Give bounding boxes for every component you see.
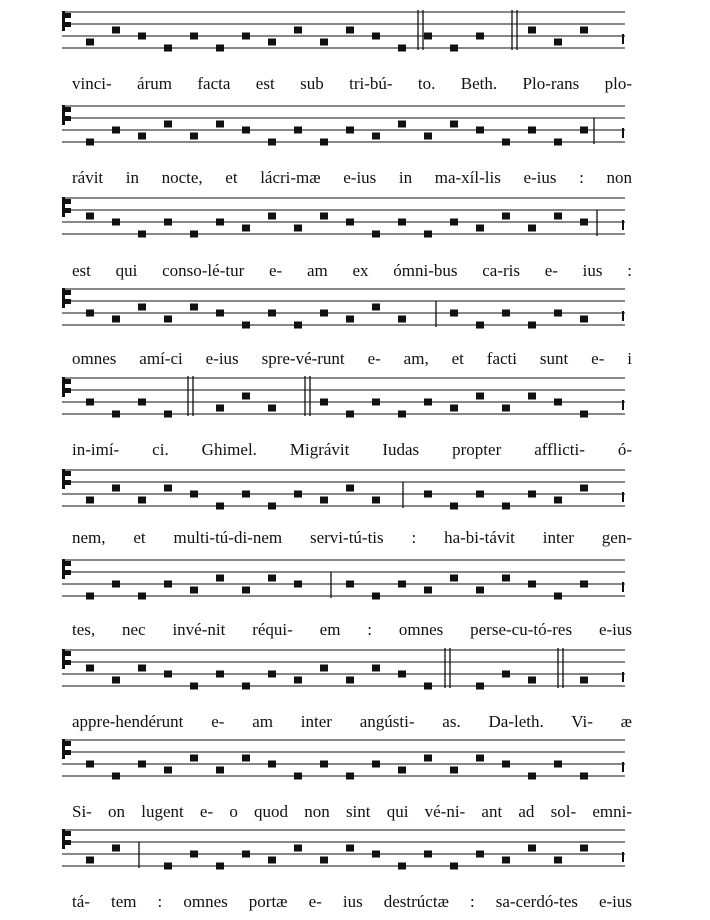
staff-4-note-9 [294,322,302,329]
staff-4-note-13 [398,316,406,323]
staff-4-c-clef-upper [65,290,71,295]
staff-3-note-10 [320,213,328,220]
staff-1-c-clef-lower [65,22,71,27]
staff-6-note-5 [190,491,198,498]
staff-4-note-1 [86,310,94,317]
staff-4-note-8 [268,310,276,317]
staff-9-note-13 [398,767,406,774]
staff-1-note-14 [424,33,432,40]
staff-5-note-3 [138,399,146,406]
staff-4-custos [622,311,624,321]
staff-5-note-14 [424,399,432,406]
staff-7-note-5 [190,587,198,594]
staff-6-c-clef-lower [65,480,71,485]
staff-3-note-16 [476,225,484,232]
staff-7-note-14 [424,587,432,594]
staff-7-note-1 [86,593,94,600]
staff-1-note-7 [242,33,250,40]
staff-8-note-14 [424,683,432,690]
staff-1-note-16 [476,33,484,40]
staff-3-note-3 [138,231,146,238]
staff-10-note-2 [112,845,120,852]
staff-3-note-6 [216,219,224,226]
staff-1-note-11 [346,27,354,34]
staff-2-note-8 [268,139,276,146]
staff-7-note-6 [216,575,224,582]
staff-6-note-3 [138,497,146,504]
staff-1-custos [622,34,624,44]
staff-7-note-3 [138,593,146,600]
staff-7-note-19 [554,593,562,600]
staff-3-custos [622,220,624,230]
staff-6-note-7 [242,491,250,498]
staff-10-note-13 [398,863,406,870]
staff-8-note-17 [502,671,510,678]
staff-9-note-9 [294,773,302,780]
staff-9-c-clef-lower [65,750,71,755]
staff-6-c-clef-upper [65,471,71,476]
staff-5-note-12 [372,399,380,406]
staff-8-note-8 [268,671,276,678]
staff-6-note-12 [372,497,380,504]
staff-10-note-20 [580,845,588,852]
staff-6-note-4 [164,485,172,492]
staff-5-note-18 [528,393,536,400]
staff-5-note-1 [86,399,94,406]
staff-9-note-16 [476,755,484,762]
staff-1-note-2 [112,27,120,34]
staff-9-note-19 [554,761,562,768]
staff-8-note-4 [164,671,172,678]
staff-2-note-17 [502,139,510,146]
staff-3-note-14 [424,231,432,238]
staff-9-note-14 [424,755,432,762]
staff-6-c-clef [62,469,65,489]
staff-7-note-9 [294,581,302,588]
staff-8-c-clef-upper [65,651,71,656]
lyric-line-9: Si- on lugent e- o quod non sint qui vé-ni- ant ad sol- emni- [72,802,632,821]
staff-4-note-10 [320,310,328,317]
staff-9-note-15 [450,767,458,774]
staff-4-note-12 [372,304,380,311]
staff-2-note-19 [554,139,562,146]
staff-4-note-11 [346,316,354,323]
staff-3-note-19 [554,213,562,220]
staff-10-note-15 [450,863,458,870]
staff-3-note-15 [450,219,458,226]
staff-1-c-clef [62,11,65,31]
staff-1-note-10 [320,39,328,46]
staff-2-note-18 [528,127,536,134]
staff-9-note-7 [242,755,250,762]
staff-7-c-clef-upper [65,561,71,566]
staff-1-note-15 [450,45,458,52]
lyric-line-5: in-imí- ci. Ghimel. Migrávit Iudas propter afflicti- ó- [72,440,632,459]
staff-6-note-6 [216,503,224,510]
staff-4-note-7 [242,322,250,329]
staff-4-note-15 [450,310,458,317]
staff-10-note-16 [476,851,484,858]
staff-2-c-clef-upper [65,107,71,112]
staff-9-note-5 [190,755,198,762]
staff-9-note-2 [112,773,120,780]
staff-6-note-18 [528,491,536,498]
staff-1-note-1 [86,39,94,46]
staff-2-note-5 [190,133,198,140]
staff-10-note-5 [190,851,198,858]
lyric-line-3: est qui conso-lé-tur e- am ex ómni-bus ca-ris e- ius : [72,261,632,280]
staff-2-note-9 [294,127,302,134]
staff-4-note-3 [138,304,146,311]
staff-8-note-12 [372,665,380,672]
staff-5-note-2 [112,411,120,418]
staff-2-note-15 [450,121,458,128]
staff-10-c-clef-lower [65,840,71,845]
staff-10-c-clef [62,829,65,849]
staff-4-note-19 [554,310,562,317]
staff-5-note-11 [346,411,354,418]
staff-3-note-9 [294,225,302,232]
staff-6-note-1 [86,497,94,504]
staff-3-note-1 [86,213,94,220]
staff-7-note-16 [476,587,484,594]
staff-3-note-13 [398,219,406,226]
staff-7-note-12 [372,593,380,600]
staff-7-note-20 [580,581,588,588]
staff-2-note-7 [242,127,250,134]
staff-6-custos [622,492,624,502]
staff-6-note-9 [294,491,302,498]
staff-9-note-1 [86,761,94,768]
lyric-line-6: nem, et multi-tú-di-nem servi-tú-tis : ha-bi-távit inter gen- [72,528,632,547]
staff-7-note-15 [450,575,458,582]
staff-9-note-12 [372,761,380,768]
staff-5-note-19 [554,399,562,406]
staff-4-note-17 [502,310,510,317]
staff-3-note-18 [528,225,536,232]
staff-3-c-clef-upper [65,199,71,204]
staff-10-note-9 [294,845,302,852]
staff-5-note-7 [242,393,250,400]
staff-6-note-11 [346,485,354,492]
staff-4-note-20 [580,316,588,323]
staff-9-note-3 [138,761,146,768]
staff-8-note-1 [86,665,94,672]
staff-8-c-clef-lower [65,660,71,665]
staff-9-note-10 [320,761,328,768]
staff-6-note-15 [450,503,458,510]
staff-7-note-18 [528,581,536,588]
staff-10-note-11 [346,845,354,852]
staff-7-note-2 [112,581,120,588]
staff-9-note-4 [164,767,172,774]
staff-5-note-13 [398,411,406,418]
staff-2-note-14 [424,133,432,140]
staff-7-note-13 [398,581,406,588]
staff-8-note-11 [346,677,354,684]
staff-10-c-clef-upper [65,831,71,836]
staff-7-note-4 [164,581,172,588]
lyric-line-2: rávit in nocte, et lácri-mæ e-ius in ma-xíl-lis e-ius : non [72,168,632,187]
staff-10-note-17 [502,857,510,864]
staff-8-note-18 [528,677,536,684]
staff-3-note-4 [164,219,172,226]
staff-5-note-15 [450,405,458,412]
staff-7-note-8 [268,575,276,582]
staff-10-note-7 [242,851,250,858]
staff-3-note-11 [346,219,354,226]
staff-1-note-5 [190,33,198,40]
staff-2-note-20 [580,127,588,134]
staff-5-c-clef-upper [65,379,71,384]
staff-9-note-6 [216,767,224,774]
staff-3-note-8 [268,213,276,220]
staff-4-note-5 [190,304,198,311]
staff-6-note-10 [320,497,328,504]
staff-2-c-clef [62,105,65,125]
staff-8-note-13 [398,671,406,678]
staff-1-note-4 [164,45,172,52]
staff-9-c-clef [62,739,65,759]
staff-1-note-18 [528,27,536,34]
staff-2-note-12 [372,133,380,140]
staff-10-note-1 [86,857,94,864]
staff-9-note-11 [346,773,354,780]
staff-2-note-6 [216,121,224,128]
staff-10-note-10 [320,857,328,864]
staff-4-note-6 [216,310,224,317]
staff-8-note-2 [112,677,120,684]
lyric-line-1: vinci- árum facta est sub tri-bú- to. Beth. Plo-rans plo- [72,74,632,93]
staff-2-c-clef-lower [65,116,71,121]
staff-10-custos [622,852,624,862]
staff-8-note-10 [320,665,328,672]
staff-6-note-19 [554,497,562,504]
staff-10-note-6 [216,863,224,870]
staff-8-note-7 [242,683,250,690]
staff-4-note-16 [476,322,484,329]
staff-3-c-clef-lower [65,208,71,213]
staff-6-note-17 [502,503,510,510]
staff-2-custos [622,128,624,138]
lyric-line-4: omnes amí-ci e-ius spre-vé-runt e- am, et facti sunt e- i [72,349,632,368]
staff-3-note-20 [580,219,588,226]
staff-5-c-clef-lower [65,388,71,393]
staff-9-note-17 [502,761,510,768]
staff-2-note-3 [138,133,146,140]
staff-1-note-9 [294,27,302,34]
staff-5-note-4 [164,411,172,418]
staff-10-note-14 [424,851,432,858]
staff-1-note-6 [216,45,224,52]
staff-4-note-4 [164,316,172,323]
staff-10-note-18 [528,845,536,852]
lyric-line-8: appre-hendérunt e- am inter angústi- as. Da-leth. Vi- æ [72,712,632,731]
staff-9-note-8 [268,761,276,768]
staff-2-note-16 [476,127,484,134]
staff-7-c-clef [62,559,65,579]
staff-4-note-2 [112,316,120,323]
staff-5-note-20 [580,411,588,418]
staff-1-note-8 [268,39,276,46]
staff-1-note-20 [580,27,588,34]
staff-1-note-12 [372,33,380,40]
staff-4-c-clef-lower [65,299,71,304]
staff-10-note-12 [372,851,380,858]
staff-7-note-7 [242,587,250,594]
staff-7-note-17 [502,575,510,582]
staff-5-note-8 [268,405,276,412]
staff-7-custos [622,582,624,592]
staff-7-c-clef-lower [65,570,71,575]
staff-8-c-clef [62,649,65,669]
staff-3-note-12 [372,231,380,238]
staff-2-note-2 [112,127,120,134]
staff-2-note-11 [346,127,354,134]
staff-6-note-2 [112,485,120,492]
staff-8-note-16 [476,683,484,690]
staff-10-note-8 [268,857,276,864]
staff-1-note-13 [398,45,406,52]
staff-5-note-17 [502,405,510,412]
staff-8-note-6 [216,671,224,678]
staff-6-note-14 [424,491,432,498]
staff-5-note-16 [476,393,484,400]
staff-6-note-8 [268,503,276,510]
staff-2-note-1 [86,139,94,146]
staff-5-note-10 [320,399,328,406]
lyric-line-10: tá- tem : omnes portæ e- ius destrúctæ : sa-cerdó-tes e-ius [72,892,632,911]
staff-1-note-19 [554,39,562,46]
staff-10-note-4 [164,863,172,870]
staff-8-custos [622,672,624,682]
staff-6-note-16 [476,491,484,498]
staff-4-note-18 [528,322,536,329]
staff-3-note-2 [112,219,120,226]
staff-3-note-17 [502,213,510,220]
staff-10-note-19 [554,857,562,864]
staff-9-c-clef-upper [65,741,71,746]
staff-2-note-4 [164,121,172,128]
staff-8-note-9 [294,677,302,684]
staff-3-note-5 [190,231,198,238]
staff-3-c-clef [62,197,65,217]
staff-9-note-18 [528,773,536,780]
staff-9-custos [622,762,624,772]
staff-7-note-11 [346,581,354,588]
staff-1-note-3 [138,33,146,40]
staff-1-c-clef-upper [65,13,71,18]
staff-4-c-clef [62,288,65,308]
staff-8-note-20 [580,677,588,684]
staff-8-note-3 [138,665,146,672]
staff-5-custos [622,400,624,410]
lyric-line-7: tes, nec invé-nit réqui- em : omnes perse-cu-tó-res e-ius [72,620,632,639]
staff-2-note-13 [398,121,406,128]
staff-3-note-7 [242,225,250,232]
staff-2-note-10 [320,139,328,146]
staff-9-note-20 [580,773,588,780]
staff-6-note-20 [580,485,588,492]
staff-5-c-clef [62,377,65,397]
staff-8-note-5 [190,683,198,690]
staff-5-note-6 [216,405,224,412]
